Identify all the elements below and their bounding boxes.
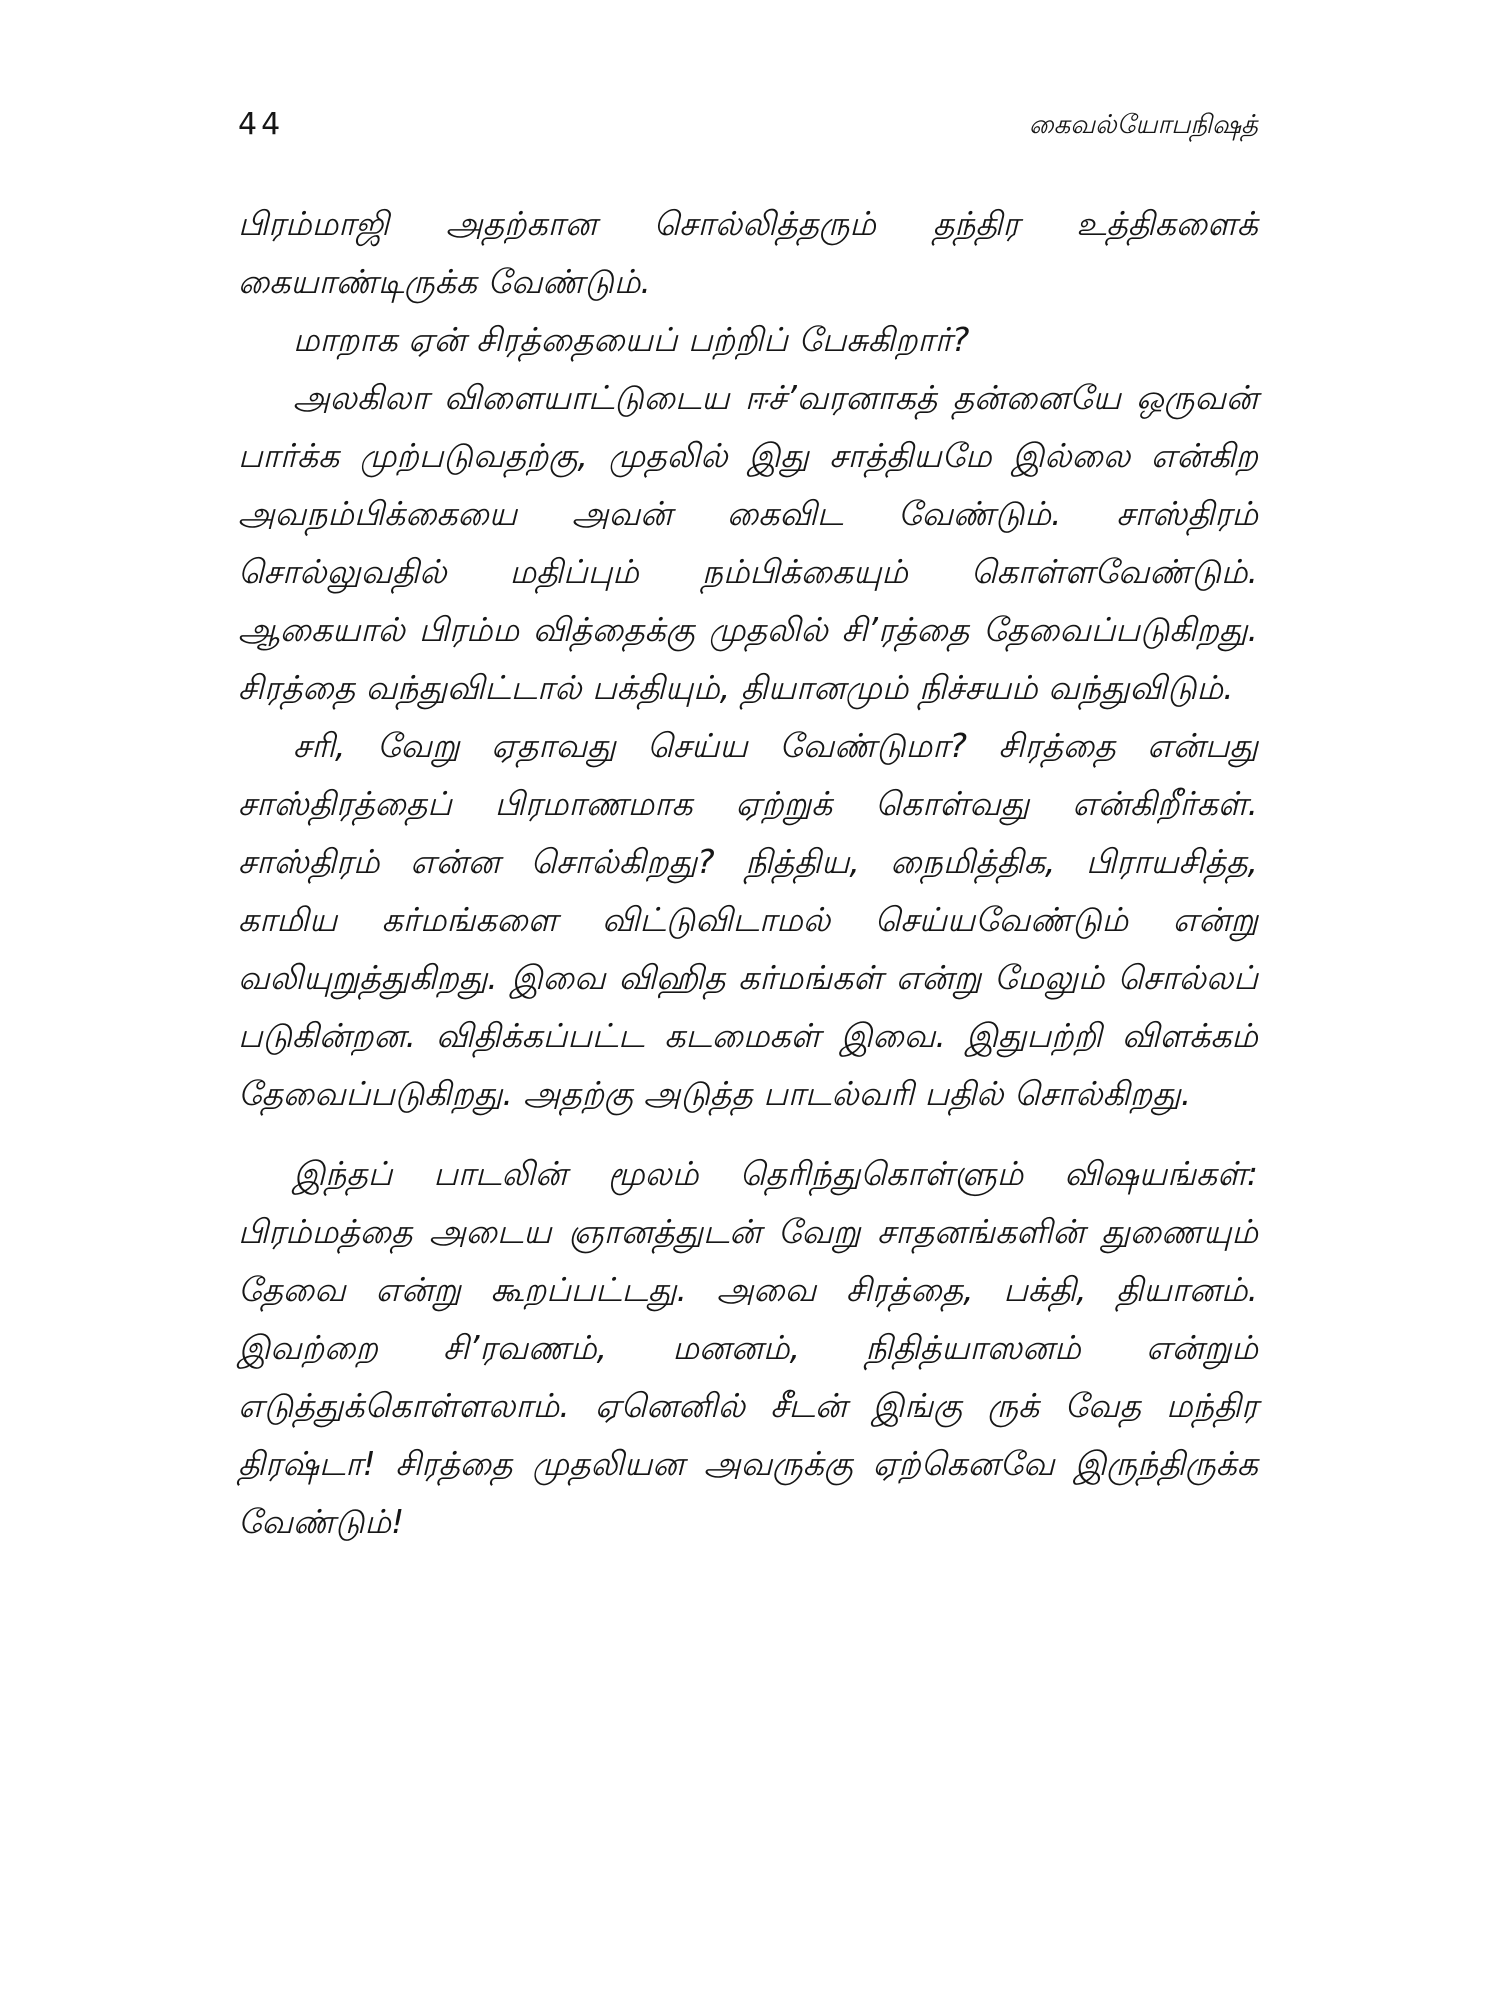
- paragraph: பிரம்மாஜி அதற்கான சொல்லித்தரும் தந்திர உத்திகளைக் கையாண்டிருக்க வேண்டும்.: [238, 204, 1258, 301]
- paragraph: மாறாக ஏன் சிரத்தையைப் பற்றிப் பேசுகிறார்?: [293, 320, 970, 359]
- paragraph: சரி, வேறு ஏதாவது செய்ய வேண்டுமா? சிரத்தை என்பது சாஸ்திரத்தைப் பிரமாணமாக ஏற்றுக் கொள்வது என்கிறீர்கள். சாஸ்திரம் என்ன சொல்கிறது? நித்திய, நைமித்திக, பிராயசித்த, காமிய கர்மங்களை விட்டுவிடாமல் செய்யவேண்டும் என்று வலியுறுத்துகிறது. இவை விஹித கர்மங்கள் என்று மேலும் சொல்லப் படுகின்றன. விதிக்கப்பட்ட கடமைகள் இவை. இதுபற்றி விளக்கம் தேவைப்படுகிறது. அதற்கு அடுத்த பாடல்வரி பதில் சொல்கிறது.: [238, 726, 1258, 1113]
- paragraph: அலகிலா விளையாட்டுடைய ஈச்’வரனாகத் தன்னையே ஒருவன் பார்க்க முற்படுவதற்கு, முதலில் இது சாத்தியமே இல்லை என்கிற அவநம்பிக்கையை அவன் கைவிட வேண்டும். சாஸ்திரம் சொல்லுவதில் மதிப்பும் நம்பிக்கையும் கொள்ளவேண்டும். ஆகையால் பிரம்ம வித்தைக்கு முதலில் சி’ரத்தை தேவைப்படுகிறது. சிரத்தை வந்துவிட்டால் பக்தியும், தியானமும் நிச்சயம் வந்துவிடும்.: [238, 378, 1258, 707]
- page-number: 44: [238, 107, 285, 142]
- paragraph: இந்தப் பாடலின் மூலம் தெரிந்துகொள்ளும் விஷயங்கள்: பிரம்மத்தை அடைய ஞானத்துடன் வேறு சாதனங்களின் துணையும் தேவை என்று கூறப்பட்டது. அவை சிரத்தை, பக்தி, தியானம். இவற்றை சி’ரவணம், மனனம், நிதித்யாஸனம் என்றும் எடுத்துக்கொள்ளலாம். ஏனெனில் சீடன் இங்கு ருக் வேத மந்திர திரஷ்டா! சிரத்தை முதலியன அவருக்கு ஏற்கெனவே இருந்திருக்க வேண்டும்!: [238, 1154, 1258, 1541]
- body-text: [238, 195, 1258, 1551]
- running-title: கைவல்யோபநிஷத்: [1029, 110, 1258, 140]
- page-header: [238, 100, 1258, 150]
